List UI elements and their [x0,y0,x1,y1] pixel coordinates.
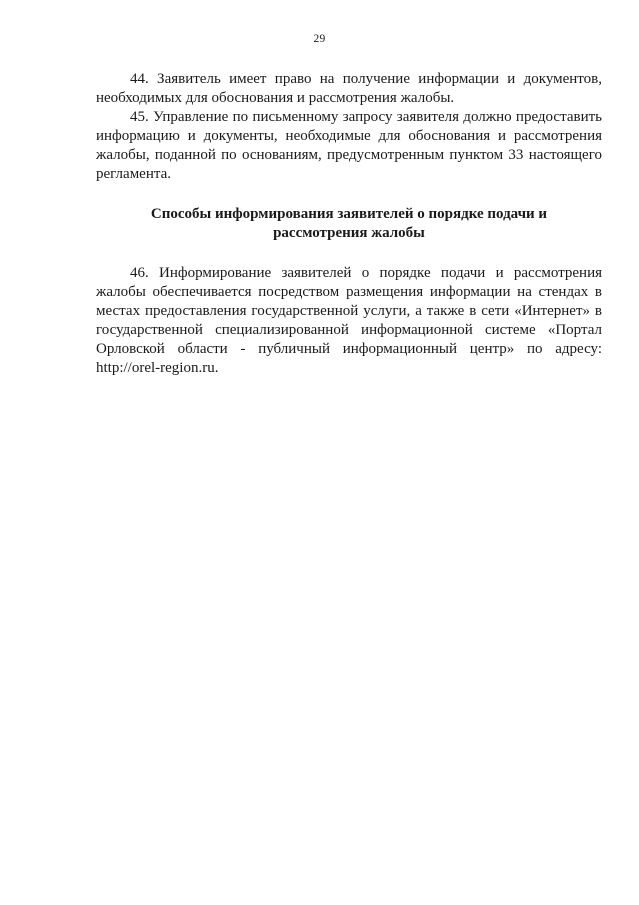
paragraph-46 [96,264,602,378]
paragraph-45: 45. Управление по письменному запросу заявителя должно предоставить информацию и документы, необходимые для обоснования и рассмотрения жалобы, поданной по основаниям, предусмотренным пунктом 33 настоящего регламента. [96,109,602,182]
portal-url: http://orel-region.ru. [96,360,219,376]
page-number: 29 [313,33,326,45]
paragraph-46-text: 46. Информирование заявителей о порядке подачи и рассмотрения жалобы обеспечивается посредством размещения информации на стендах в местах предоставления государственной услуги, а также в сети «Интернет» в государственной специализированной информационной системе «Портал Орловской области - публичный информационный центр» по адресу: [96,265,602,357]
paragraph-44: 44. Заявитель имеет право на получение информации и документов, необходимых для обоснования и рассмотрения жалобы. [96,71,602,106]
section-heading: Способы информирования заявителей о порядке подачи и рассмотрения жалобы [150,206,548,241]
document-body [96,70,602,378]
